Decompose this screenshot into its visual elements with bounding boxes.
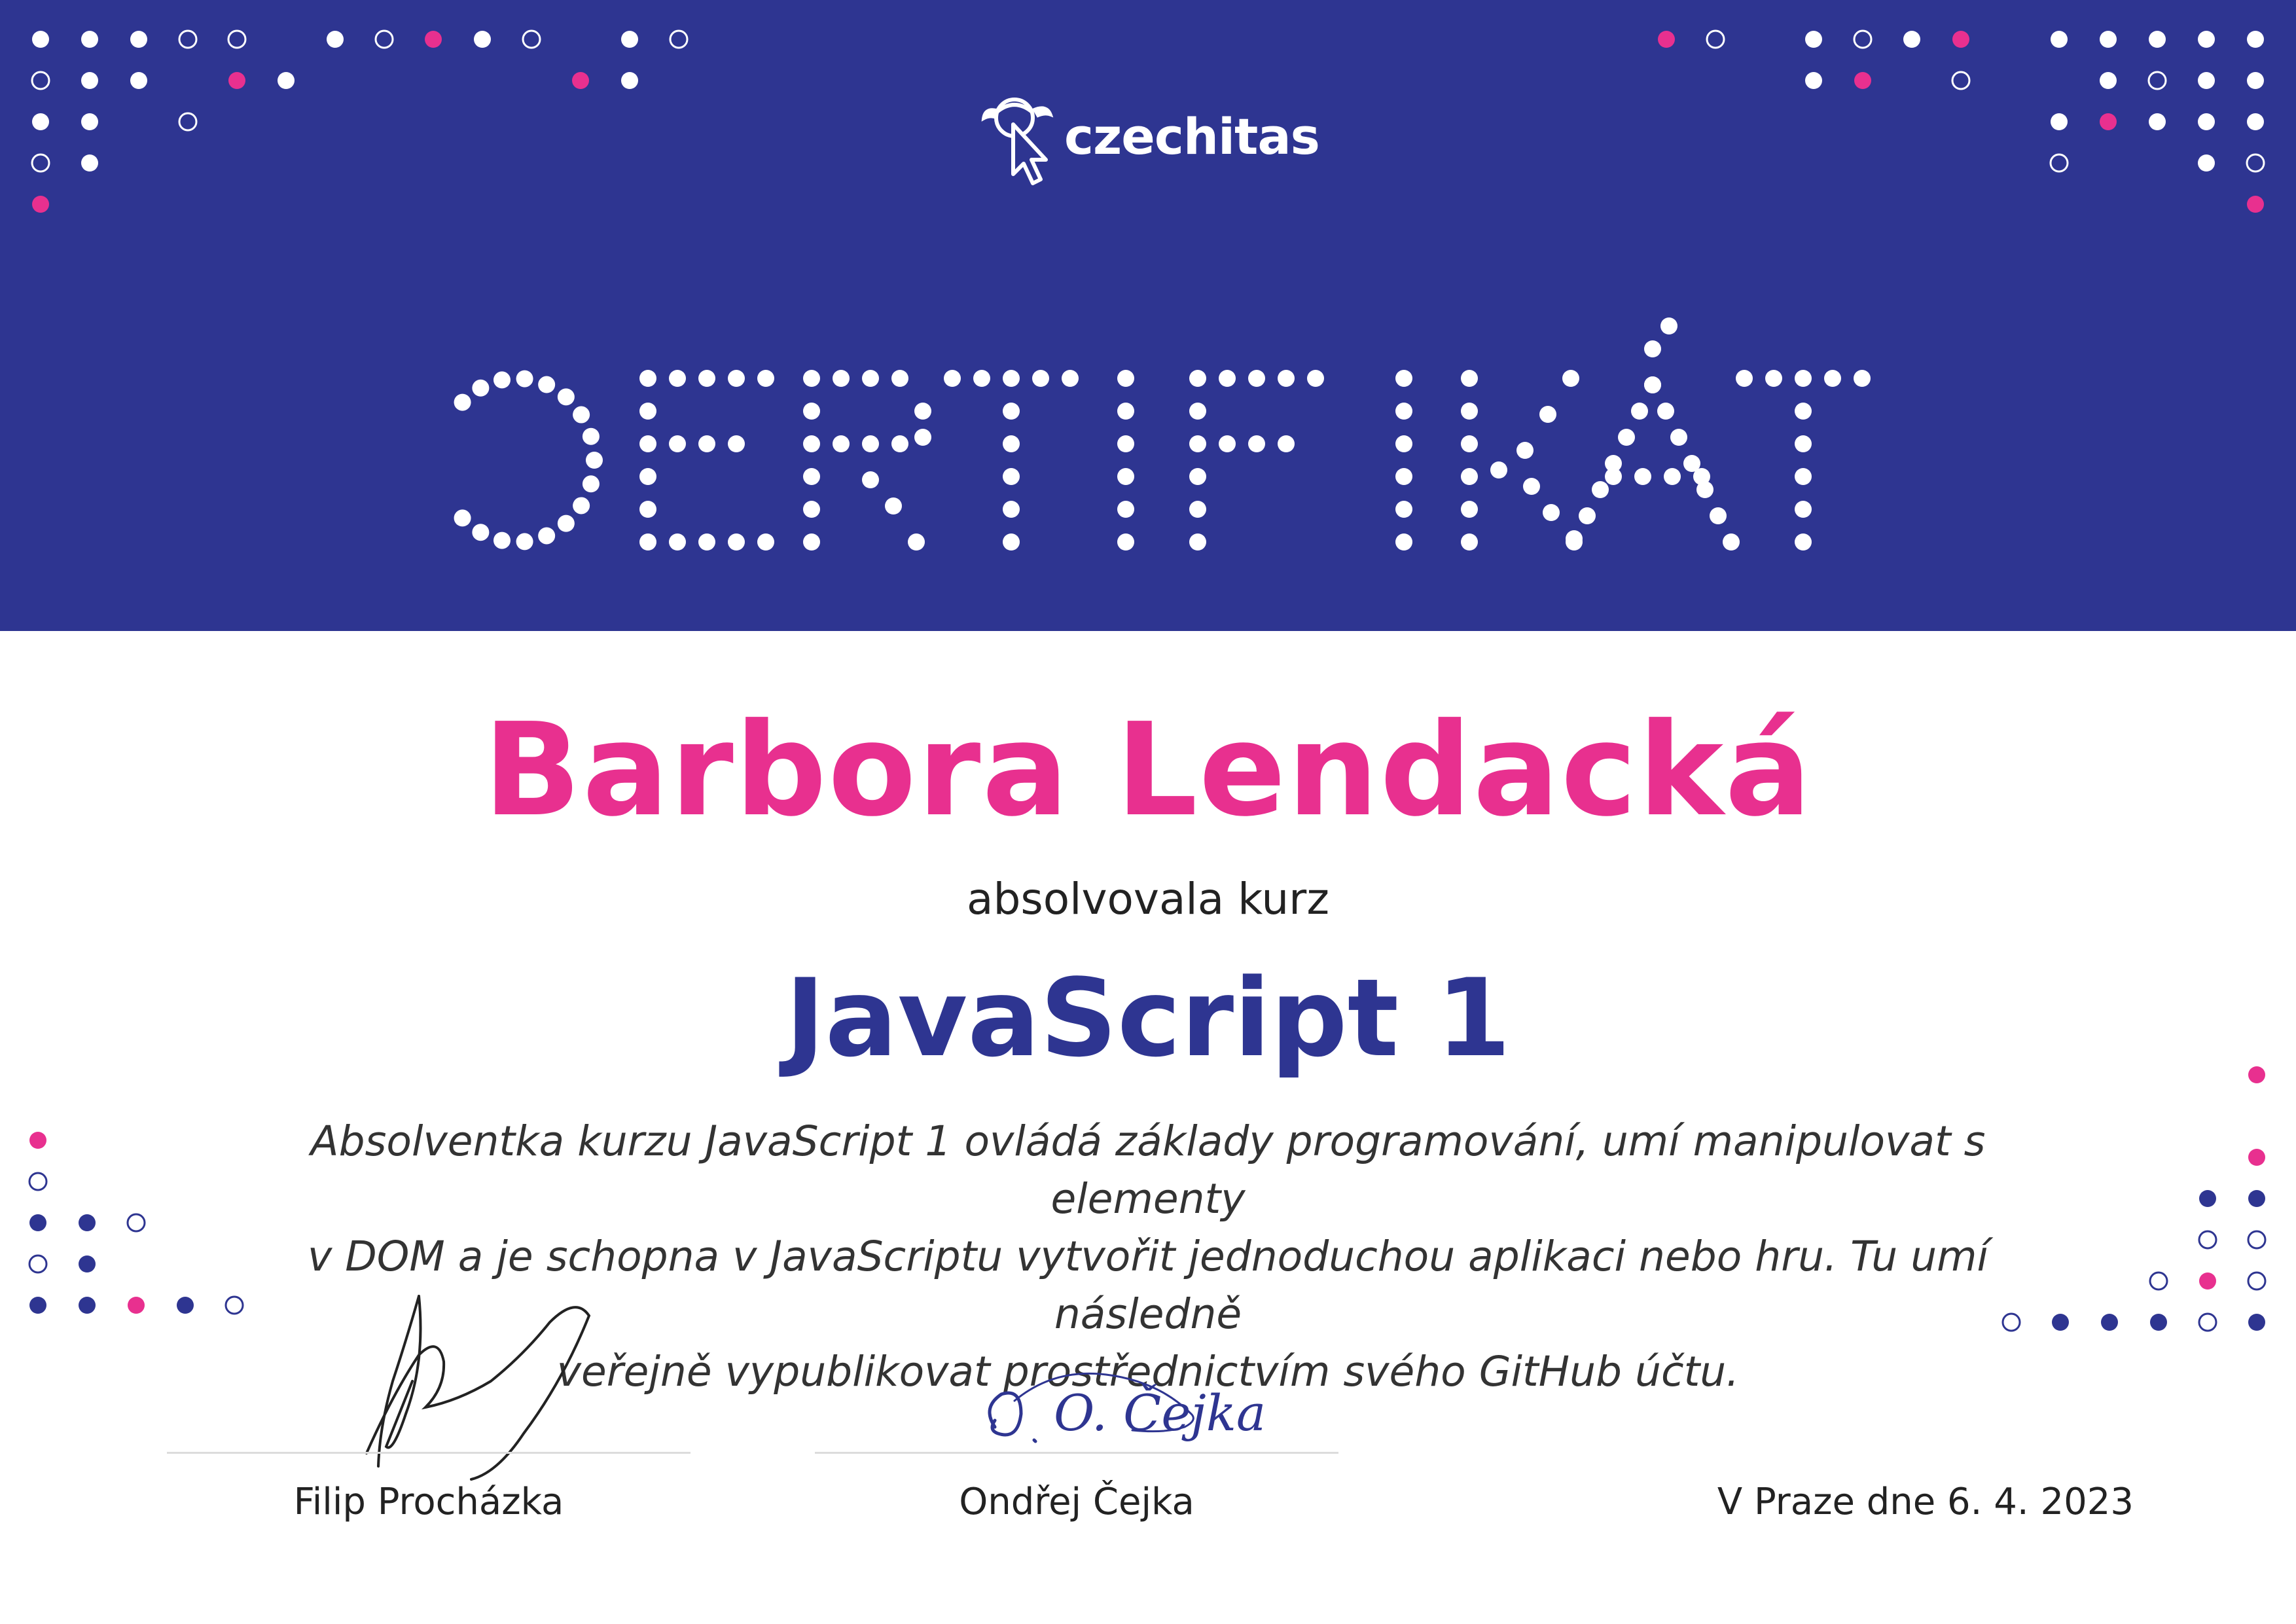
title-dot [1693, 468, 1710, 485]
decor-dot [29, 1255, 46, 1272]
title-dot [639, 501, 656, 518]
title-dot [1307, 370, 1324, 387]
title-dot [698, 370, 715, 387]
title-dot [1854, 370, 1871, 387]
title-dot [639, 468, 656, 485]
title-dot [586, 452, 603, 469]
title-dot [573, 406, 590, 424]
decor-dot [79, 1297, 96, 1314]
decor-dot [2248, 1231, 2265, 1248]
title-dot [1824, 370, 1841, 387]
title-dot [1248, 370, 1265, 387]
title-dot [1189, 501, 1206, 518]
title-dot [1395, 468, 1412, 485]
title-dot [1566, 533, 1583, 550]
title-dot [757, 533, 774, 550]
signature-line-1 [167, 1452, 691, 1454]
czechitas-logo [982, 84, 1322, 189]
decor-dot [2248, 1149, 2265, 1166]
decor-dot [2248, 1272, 2265, 1290]
title-dot [1278, 370, 1295, 387]
title-dot [493, 371, 511, 388]
title-dot [1219, 435, 1236, 452]
title-dot [914, 403, 931, 420]
title-dot [639, 370, 656, 387]
title-dot [1644, 340, 1661, 357]
title-dot [908, 533, 925, 550]
title-dot [472, 524, 489, 541]
decor-dot [2199, 1314, 2216, 1331]
decor-dot [2199, 1272, 2216, 1290]
recipient-name: Barbora Lendacká [483, 696, 1813, 845]
title-dot [1189, 468, 1206, 485]
title-dot [454, 509, 471, 526]
title-dot [1795, 468, 1812, 485]
title-dot [1795, 403, 1812, 420]
decor-dot [29, 1173, 46, 1190]
title-dot [1003, 370, 1020, 387]
title-dot [1631, 403, 1648, 420]
signature-filip [327, 1283, 628, 1479]
title-dot [1795, 501, 1812, 518]
title-dot [1117, 403, 1134, 420]
title-dot [1523, 478, 1540, 495]
title-dot [1395, 370, 1412, 387]
description-line: Absolventka kurzu JavaScript 1 ovládá základy programování, umí manipulovat s elementy [310, 1117, 1986, 1223]
title-dot [1579, 507, 1596, 524]
title-dot [1395, 403, 1412, 420]
title-dot [803, 435, 820, 452]
decor-dot [29, 1214, 46, 1231]
title-dot [944, 370, 961, 387]
decor-dot [29, 1297, 46, 1314]
decor-dot [2150, 1272, 2167, 1290]
title-dot [1189, 435, 1206, 452]
title-dot [472, 380, 489, 397]
title-dot [1605, 468, 1622, 485]
title-dot [639, 435, 656, 452]
title-dot [639, 403, 656, 420]
title-dot [1117, 501, 1134, 518]
decor-dot [29, 1132, 46, 1149]
title-dot [862, 435, 879, 452]
title-dot [1723, 533, 1740, 550]
title-dot [573, 497, 590, 514]
title-dot [583, 428, 600, 445]
title-dot [1395, 533, 1412, 550]
decor-dot [2248, 1190, 2265, 1207]
decor-dot [2248, 1314, 2265, 1331]
title-dot [493, 532, 511, 549]
title-dot [803, 370, 820, 387]
title-dot [1461, 468, 1478, 485]
title-dot [1117, 435, 1134, 452]
signer-name-2: Ondřej Čejka [959, 1481, 1194, 1523]
title-dot [1461, 403, 1478, 420]
title-dot [1117, 468, 1134, 485]
title-dot [1461, 435, 1478, 452]
signature-line-2 [815, 1452, 1338, 1454]
title-dot [1657, 403, 1674, 420]
decor-dot [128, 1297, 145, 1314]
title-dot [1219, 370, 1236, 387]
title-dot [516, 533, 533, 550]
decor-dot [177, 1297, 194, 1314]
title-dot [1644, 376, 1661, 393]
title-dot [1710, 507, 1727, 524]
title-dot [803, 501, 820, 518]
description-line: veřejně vypublikovat prostřednictvím svého GitHub účtu. [556, 1348, 1740, 1396]
title-dot [833, 435, 850, 452]
title-dot [538, 376, 555, 393]
girl-cursor-icon [982, 84, 1060, 189]
title-dot [1003, 501, 1020, 518]
title-dot [891, 435, 908, 452]
title-dot [1248, 435, 1265, 452]
title-dot [1003, 403, 1020, 420]
decor-dot [2199, 1190, 2216, 1207]
title-dot [1003, 468, 1020, 485]
title-dot [1618, 429, 1635, 446]
title-dot [1516, 442, 1534, 459]
title-dot [891, 370, 908, 387]
title-dot [728, 533, 745, 550]
signer-name-1: Filip Procházka [293, 1481, 564, 1523]
title-dot [1543, 504, 1560, 521]
decor-dot [128, 1214, 145, 1231]
title-dot [516, 370, 533, 388]
place-date: V Praze dne 6. 4. 2023 [1717, 1481, 2134, 1523]
title-dot [1660, 317, 1677, 334]
title-dot [1461, 370, 1478, 387]
decor-dot [79, 1214, 96, 1231]
title-dot [1765, 370, 1782, 387]
title-dot [1062, 370, 1079, 387]
title-dot [1539, 406, 1556, 423]
title-dot [1395, 435, 1412, 452]
title-dot [803, 468, 820, 485]
title-dot [1003, 435, 1020, 452]
title-dot [1795, 435, 1812, 452]
title-dot [833, 370, 850, 387]
title-dot [1490, 461, 1507, 478]
title-dot [1117, 533, 1134, 550]
title-dot [1592, 481, 1609, 498]
title-dot [862, 370, 879, 387]
title-dot [1395, 501, 1412, 518]
description-line: v DOM a je schopna v JavaScriptu vytvořit jednoduchou aplikaci nebo hru. Tu umí následně [307, 1233, 1989, 1338]
title-dot [1117, 370, 1134, 387]
title-dot [728, 370, 745, 387]
title-dot [1461, 533, 1478, 550]
title-dot [885, 497, 902, 514]
decor-dot [2150, 1314, 2167, 1331]
completed-text: absolvovala kurz [967, 874, 1329, 924]
title-dot [862, 471, 879, 488]
title-dot [583, 475, 600, 492]
signature-ondrej [975, 1368, 1266, 1460]
title-dot [728, 435, 745, 452]
title-dot [558, 388, 575, 405]
title-dot [558, 515, 575, 532]
course-title: JavaScript 1 [785, 956, 1511, 1081]
title-dot [1189, 533, 1206, 550]
title-dot [1278, 435, 1295, 452]
logo-wordmark: czechitas [1064, 107, 1319, 166]
title-dot [1189, 370, 1206, 387]
title-dot [669, 533, 686, 550]
title-dot [1736, 370, 1753, 387]
title-dot [1461, 501, 1478, 518]
title-dot [698, 533, 715, 550]
title-dot [639, 533, 656, 550]
title-dot [1634, 468, 1651, 485]
decor-dot [2199, 1231, 2216, 1248]
title-dot [973, 370, 990, 387]
title-dot [669, 370, 686, 387]
title-dot [914, 429, 931, 446]
title-dot [1189, 403, 1206, 420]
title-dot [1003, 533, 1020, 550]
signature-ondrej-text: O. Čejka [1054, 1384, 1266, 1442]
title-dot [1562, 370, 1579, 387]
title-dot [1670, 429, 1687, 446]
decor-dot [79, 1255, 96, 1272]
title-dot [1795, 370, 1812, 387]
title-dot [803, 403, 820, 420]
title-dot [757, 370, 774, 387]
title-dot [538, 527, 555, 544]
title-dot [1032, 370, 1049, 387]
decor-dot [2101, 1314, 2118, 1331]
title-dot [698, 435, 715, 452]
title-dot [1664, 468, 1681, 485]
title-dot [669, 435, 686, 452]
title-dot [803, 533, 820, 550]
title-dot [454, 394, 471, 411]
title-dot [1795, 533, 1812, 550]
